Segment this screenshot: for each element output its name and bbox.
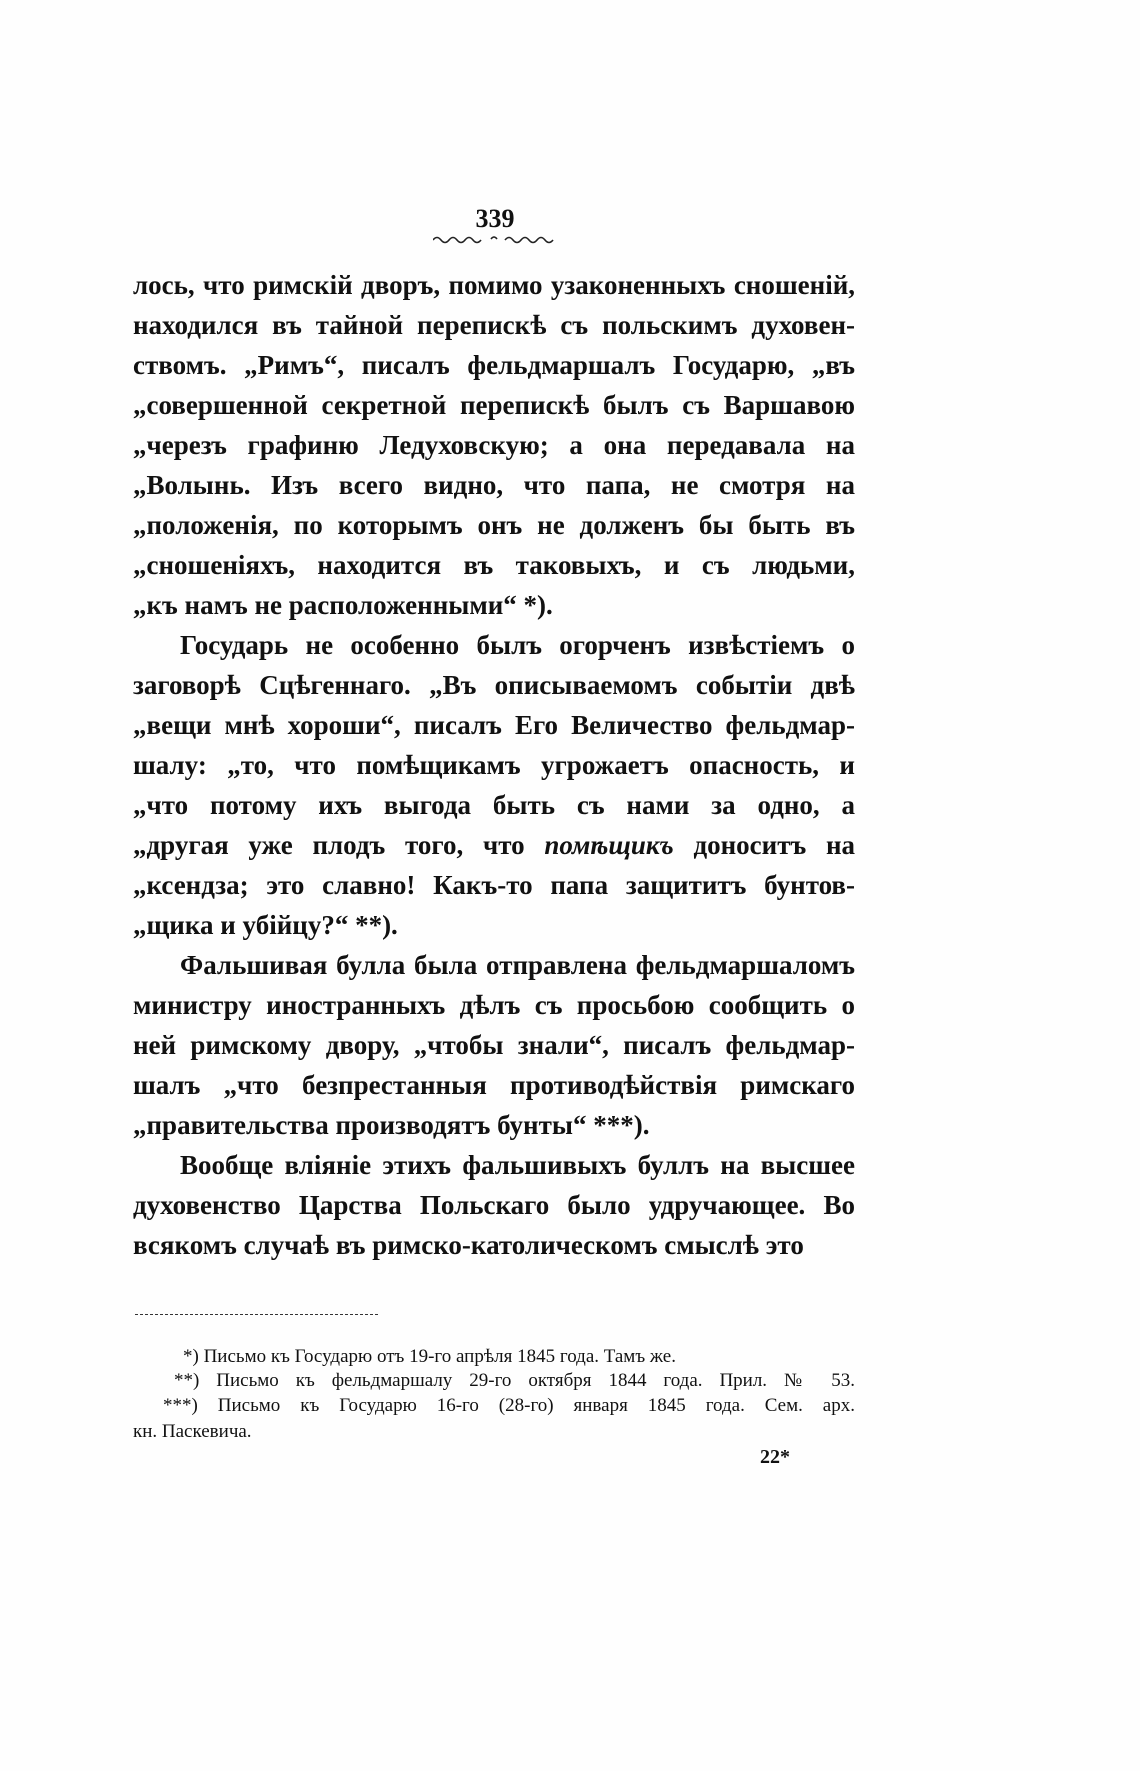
text-segment: „другая уже плодъ того, что	[133, 830, 545, 860]
text-line: „щика и убійцу?“ **).	[133, 910, 398, 940]
text-line: заговорѣ Сцѣгеннаго. „Въ описываемомъ событіи двѣ	[133, 670, 855, 700]
text-line: ствомъ. „Римъ“, писалъ фельдмаршалъ Государю, „въ	[133, 350, 855, 380]
footnote-line: **) Письмо къ фельдмаршалу 29-го октября 1844 года. Прил. № 53.	[174, 1370, 855, 1391]
emphasized-word: помѣщикъ	[544, 830, 674, 860]
text-line: шалъ „что безпрестанныя противодѣйствія римскаго	[133, 1070, 855, 1100]
footnote-line: кн. Паскевича.	[133, 1421, 252, 1442]
text-line: всякомъ случаѣ въ римско-католическомъ смыслѣ это	[133, 1230, 804, 1260]
text-line: шалу: „то, что помѣщикамъ угрожаетъ опасность, и	[133, 750, 855, 780]
footnote-separator	[135, 1314, 378, 1315]
text-line: „Волынь. Изъ всего видно, что папа, не смотря на	[133, 470, 855, 500]
wavy-rule-ornament	[433, 233, 557, 245]
text-line: „къ намъ не расположенными“ *).	[133, 590, 553, 620]
text-line: Государь не особенно былъ огорченъ извѣстіемъ о	[180, 630, 855, 660]
footnote-line: ***) Письмо къ Государю 16-го (28-го) января 1845 года. Сем. арх.	[163, 1395, 855, 1416]
text-line: ней римскому двору, „чтобы знали“, писалъ фельдмар-	[133, 1030, 855, 1060]
text-line: „правительства производятъ бунты“ ***).	[133, 1110, 650, 1140]
text-line: „положенія, по которымъ онъ не долженъ бы быть въ	[133, 510, 855, 540]
text-line: лось, что римскій дворъ, помимо узаконенныхъ сношеній,	[133, 270, 855, 300]
text-line: Фальшивая булла была отправлена фельдмаршаломъ	[180, 950, 855, 980]
text-line: „сношеніяхъ, находится въ таковыхъ, и съ людьми,	[133, 550, 855, 580]
text-line: „совершенной секретной перепискѣ былъ съ Варшавою	[133, 390, 855, 420]
text-line: „черезъ графиню Ледуховскую; а она передавала на	[133, 430, 855, 460]
text-line: „вещи мнѣ хороши“, писалъ Его Величество фельдмар-	[133, 710, 855, 740]
text-line: „что потому ихъ выгода быть съ нами за одно, а	[133, 790, 855, 820]
text-line	[133, 830, 855, 870]
text-line: министру иностранныхъ дѣлъ съ просьбою сообщить о	[133, 990, 855, 1020]
text-segment: доноситъ на	[673, 830, 855, 860]
text-line: „ксендза; это славно! Какъ-то папа защититъ бунтов-	[133, 870, 855, 900]
footnote-line: *) Письмо къ Государю отъ 19-го апрѣля 1845 года. Тамъ же.	[183, 1346, 676, 1367]
page-number: 339	[475, 204, 515, 233]
text-line: духовенство Царства Польскаго было удручающее. Во	[133, 1190, 855, 1220]
text-line: Вообще вліяніе этихъ фальшивыхъ буллъ на высшее	[180, 1150, 855, 1180]
signature-mark: 22*	[760, 1446, 790, 1468]
text-line: находился въ тайной перепискѣ съ польскимъ духовен-	[133, 310, 855, 340]
